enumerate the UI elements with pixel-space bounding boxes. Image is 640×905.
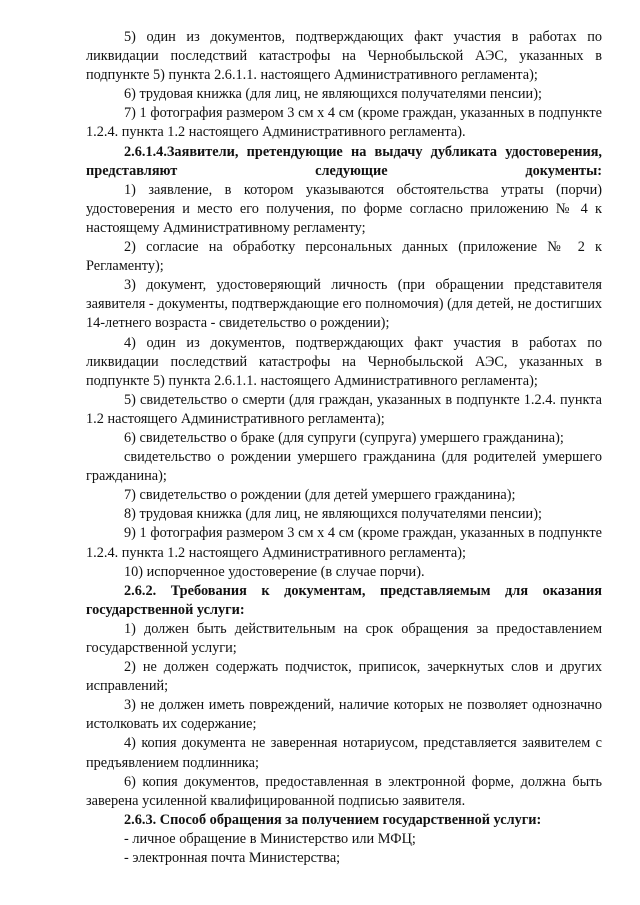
- paragraph-item-6-marriage-certificate: 6) свидетельство о браке (для супруги (супруга) умершего гражданина);: [124, 429, 564, 446]
- paragraph-birth-certificate-deceased: свидетельство о рождении умершего гражданина (для родителей умершего гражданина);: [86, 449, 602, 485]
- paragraph-item-6-work-book: 6) трудовая книжка (для лиц, не являющихся получателями пенсии);: [124, 86, 542, 103]
- paragraph-item-5-chernobyl-docs: 5) один из документов, подтверждающих факт участия в работах по ликвидации последствий катастрофы на Чернобыльской АЭС, указанных в подпункте 5) пункта 2.6.1.1. настоящего Административного регламента);: [86, 29, 602, 84]
- paragraph-requirement-1: 1) должен быть действительным на срок обращения за предоставлением государственной услуги;: [86, 620, 602, 656]
- paragraph-item-2-consent: 2) согласие на обработку персональных данных (приложение № 2 к Регламенту);: [86, 239, 602, 275]
- paragraph-method-personal: - личное обращение в Министерство или МФЦ;: [124, 830, 416, 847]
- paragraph-requirement-6: 6) копия документов, предоставленная в электронной форме, должна быть заверена усиленной квалифицированной подписью заявителя.: [86, 773, 602, 809]
- section-heading-2-6-3: 2.6.3. Способ обращения за получением государственной услуги:: [124, 811, 542, 828]
- paragraph-item-10-damaged-certificate: 10) испорченное удостоверение (в случае порчи).: [124, 563, 425, 580]
- paragraph-requirement-4: 4) копия документа не заверенная нотариусом, представляется заявителем с предъявлением подлинника;: [86, 735, 602, 771]
- section-heading-2-6-2: 2.6.2. Требования к документам, представляемым для оказания государственной услуги:: [86, 582, 602, 618]
- paragraph-requirement-2: 2) не должен содержать подчисток, приписок, зачеркнутых слов и других исправлений;: [86, 659, 602, 695]
- paragraph-item-4-chernobyl-docs: 4) один из документов, подтверждающих факт участия в работах по ликвидации последствий катастрофы на Чернобыльской АЭС, указанных в подпункте 5) пункта 2.6.1.1. настоящего Административного регламента);: [86, 334, 602, 389]
- paragraph-item-3-identity: 3) документ, удостоверяющий личность (при обращении представителя заявителя - документы, подтверждающие его полномочия) (для детей, не достигших 14-летнего возраста - свидетельство о рождении);: [86, 277, 602, 332]
- paragraph-item-9-photo: 9) 1 фотография размером 3 см х 4 см (кроме граждан, указанных в подпункте 1.2.4. пункта 1.2 настоящего Административного регламента);: [86, 525, 602, 561]
- paragraph-item-7-photo: 7) 1 фотография размером 3 см х 4 см (кроме граждан, указанных в подпункте 1.2.4. пункта 1.2 настоящего Административного регламента).: [86, 105, 602, 141]
- paragraph-item-1-application: 1) заявление, в котором указываются обстоятельства утраты (порчи) удостоверения и место его получения, по форме согласно приложению № 4 к настоящему Административному регламенту;: [86, 181, 602, 236]
- paragraph-requirement-3: 3) не должен иметь повреждений, наличие которых не позволяет однозначно истолковать их содержание;: [86, 697, 602, 733]
- section-heading-2-6-1-4: 2.6.1.4.Заявители, претендующие на выдачу дубликата удостоверения, представляют следующие документы:: [86, 143, 602, 179]
- paragraph-item-5-death-certificate: 5) свидетельство о смерти (для граждан, указанных в подпункте 1.2.4. пункта 1.2 настоящего Административного регламента);: [86, 391, 602, 427]
- paragraph-item-7-children-birth: 7) свидетельство о рождении (для детей умершего гражданина);: [124, 487, 516, 504]
- paragraph-item-8-work-book: 8) трудовая книжка (для лиц, не являющихся получателями пенсии);: [124, 506, 542, 523]
- paragraph-method-email: - электронная почта Министерства;: [124, 850, 341, 867]
